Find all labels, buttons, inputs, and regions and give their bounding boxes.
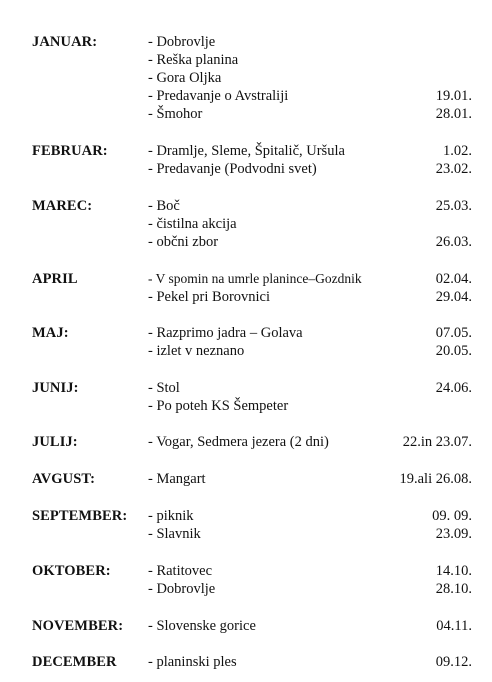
month-label-avgust: AVGUST: (32, 471, 96, 487)
event-date: 29.04. (435, 289, 472, 305)
event-item: - planinski ples (148, 654, 237, 670)
event-date: 02.04. (435, 271, 472, 287)
event-date: 28.01. (435, 106, 472, 122)
event-item: - V spomin na umrle planince–Gozdnik (148, 271, 362, 286)
event-item: - Slovenske gorice (148, 618, 256, 634)
event-date: 25.03. (435, 198, 472, 214)
event-item: - Ratitovec (148, 563, 213, 579)
event-item: - Gora Oljka (148, 70, 222, 86)
month-label-februar: FEBRUAR: (32, 143, 108, 159)
event-item: - Pekel pri Borovnici (148, 289, 271, 305)
event-date: 23.02. (435, 161, 472, 177)
month-label-december: DECEMBER (32, 654, 117, 670)
event-item: - Dramlje, Sleme, Špitalič, Uršula (148, 143, 345, 159)
event-item: - Vogar, Sedmera jezera (2 dni) (148, 434, 329, 450)
event-date: 19.ali 26.08. (399, 471, 472, 487)
event-date: 20.05. (435, 343, 472, 359)
event-item: - Po poteh KS Šempeter (148, 398, 289, 414)
event-item: - Razprimo jadra – Golava (148, 325, 303, 341)
event-item: - piknik (148, 508, 194, 524)
event-item: - Stol (148, 380, 180, 396)
event-date: 26.03. (435, 234, 472, 250)
event-item: - Mangart (148, 471, 206, 487)
month-label-april: APRIL (32, 271, 78, 287)
event-date: 09. 09. (432, 508, 472, 524)
event-date: 24.06. (435, 380, 472, 396)
event-item: - Predavanje (Podvodni svet) (148, 161, 317, 177)
event-item: - izlet v neznano (148, 343, 245, 359)
event-item: - Dobrovlje (148, 581, 216, 597)
event-date: 23.09. (435, 526, 472, 542)
event-date: 1.02. (443, 143, 472, 159)
event-date: 04.11. (436, 618, 472, 634)
event-item: - Slavnik (148, 526, 201, 542)
month-label-november: NOVEMBER: (32, 618, 124, 634)
event-date: 14.10. (435, 563, 472, 579)
event-date: 28.10. (435, 581, 472, 597)
month-label-marec: MAREC: (32, 198, 93, 214)
month-label-junij: JUNIJ: (32, 380, 79, 396)
event-date: 09.12. (435, 654, 472, 670)
month-label-september: SEPTEMBER: (32, 508, 128, 524)
event-item: - Reška planina (148, 52, 239, 68)
event-item: - Predavanje o Avstraliji (148, 88, 289, 104)
event-item: - čistilna akcija (148, 216, 237, 232)
event-item: - Šmohor (148, 106, 203, 122)
month-label-julij: JULIJ: (32, 434, 78, 450)
event-item: - občni zbor (148, 234, 219, 250)
month-label-januar: JANUAR: (32, 34, 98, 50)
event-item: - Boč (148, 198, 180, 214)
event-date: 19.01. (435, 88, 472, 104)
month-label-oktober: OKTOBER: (32, 563, 111, 579)
event-date: 22.in 23.07. (402, 434, 472, 450)
event-item: - Dobrovlje (148, 34, 216, 50)
month-label-maj: MAJ: (32, 325, 69, 341)
event-date: 07.05. (435, 325, 472, 341)
